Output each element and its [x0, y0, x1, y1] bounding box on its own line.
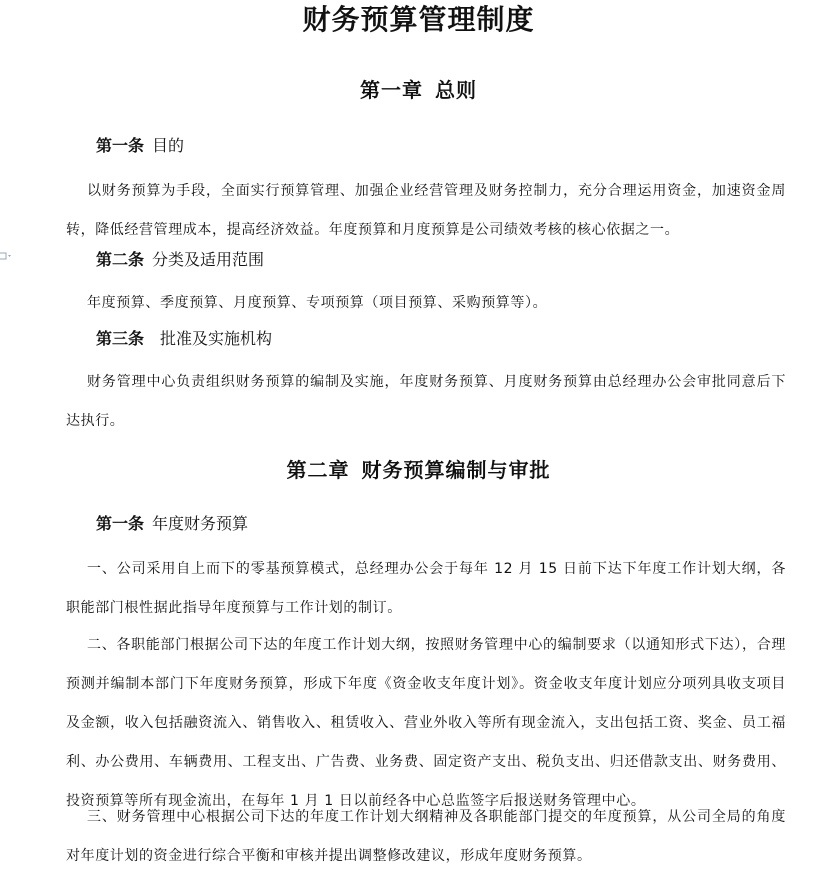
article-number: 第一条: [96, 514, 145, 533]
article-title: 年度财务预算: [152, 514, 249, 533]
chapter-1-name: 总则: [435, 78, 477, 102]
chapter-2-article-1-paragraph-3: 三、财务管理中心根据公司下达的年度工作计划大纲精神及各职能部门提交的年度预算，从公司全局的角度对年度计划的资金进行综合平衡和审核并提出调整修改建议，形成年度财务预算。: [66, 809, 786, 864]
chapter-2-label: 第二章: [286, 458, 350, 482]
chapter-1-label: 第一章: [360, 78, 423, 102]
chapter-1-article-2-text: 年度预算、季度预算、月度预算、专项预算（项目预算、采购预算等）。: [87, 295, 548, 311]
chapter-2-name: 财务预算编制与审批: [361, 458, 551, 482]
article-title: 目的: [152, 136, 185, 155]
article-number: 第一条: [96, 136, 145, 155]
chapter-1-article-2-heading: [96, 248, 264, 272]
document-title: 财务预算管理制度: [302, 3, 535, 36]
article-title: 分类及适用范围: [152, 250, 265, 269]
chapter-1-article-1-text: 以财务预算为手段，全面实行预算管理、加强企业经营管理及财务控制力，充分合理运用资金，加速资金周转，降低经营管理成本，提高经济效益。年度预算和月度预算是公司绩效考核的核心依据之一。: [66, 183, 786, 238]
chapter-2-article-1-paragraph-2: 二、各职能部门根据公司下达的年度工作计划大纲，按照财务管理中心的编制要求（以通知形式下达），合理预测并编制本部门下年度财务预算，形成下年度《资金收支年度计划》。资金收支年度计划应分项列具收支项目及金额，收入包括融资流入、销售收入、租赁收入、营业外收入等所有现金流入，支出包括工资、奖金、员工福利、办公费用、车辆费用、工程支出、广告费、业务费、固定资产支出、税负支出、归还借款支出、财务费用、投资预算等所有现金流出，在每年 1 月 1 日以前经各中心总监签字后报送财务管理中心。: [66, 637, 786, 809]
chapter-2-article-1-heading: [96, 512, 248, 536]
chapter-2-heading: [0, 456, 837, 484]
article-title: 批准及实施机构: [160, 329, 273, 348]
chapter-1-article-3-heading: [96, 327, 272, 351]
article-number: 第三条: [96, 329, 145, 348]
article-number: 第二条: [96, 250, 145, 269]
anchor-icon[interactable]: [0, 250, 16, 262]
chapter-1-article-3-text: 财务管理中心负责组织财务预算的编制及实施，年度财务预算、月度财务预算由总经理办公会审批同意后下达执行。: [66, 374, 786, 429]
chapter-1-article-1-heading: [96, 134, 184, 158]
chapter-2-article-1-paragraph-1: 一、公司采用自上而下的零基预算模式，总经理办公会于每年 12 月 15 日前下达下年度工作计划大纲，各职能部门根性据此指导年度预算与工作计划的制订。: [66, 561, 786, 616]
chapter-1-heading: [0, 76, 837, 104]
